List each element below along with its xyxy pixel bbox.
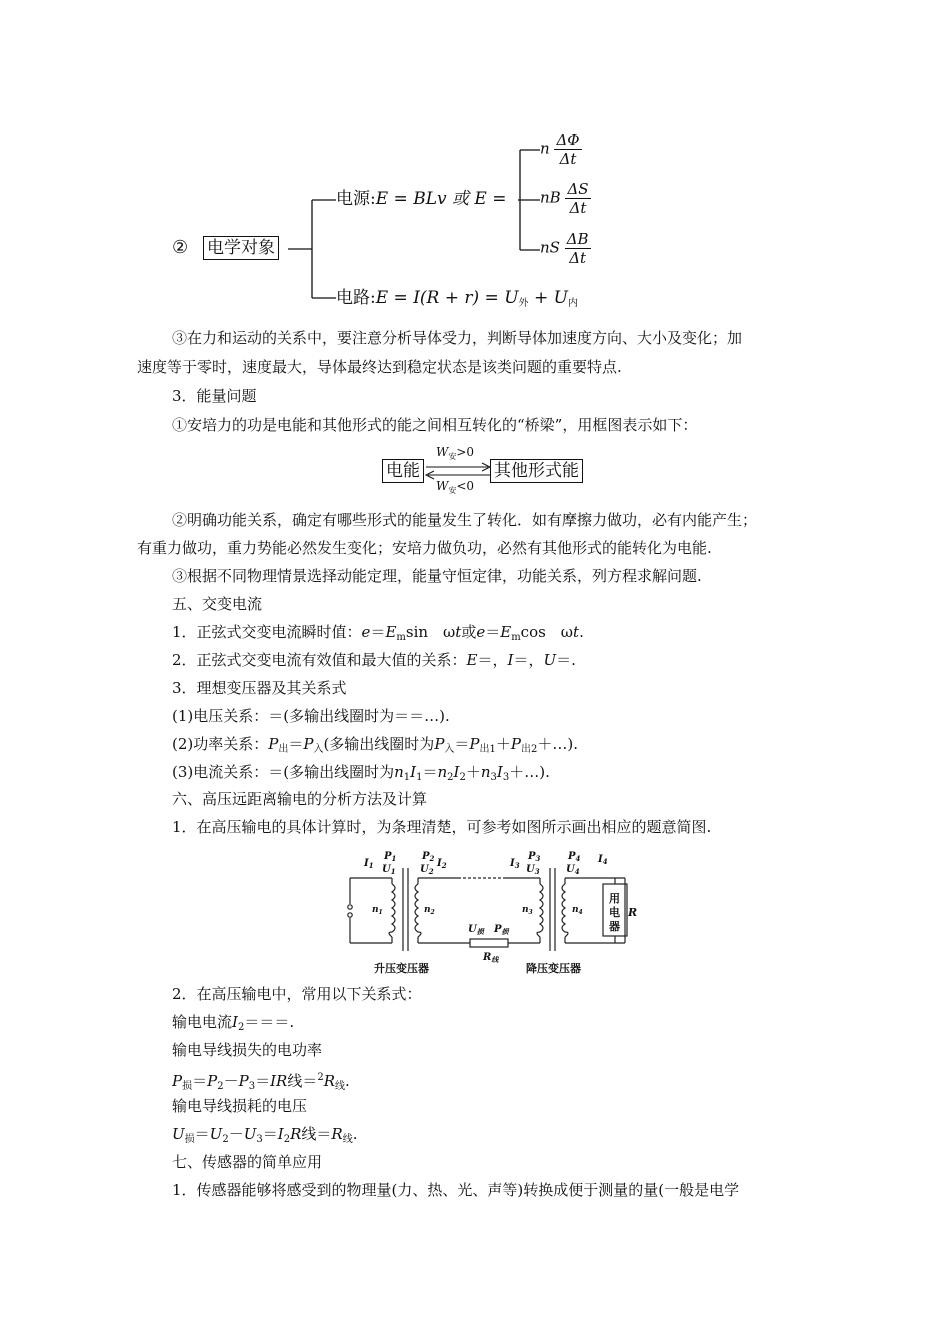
svg-text:P3: $P_3$ <box>528 851 541 863</box>
source-formula: E = BLv 或 E = <box>375 189 507 209</box>
svg-text:R线: $R_线$ <box>483 952 499 964</box>
sec6-title: 六、高压远距离输电的分析方法及计算 <box>172 790 428 808</box>
svg-text:I1: $I_1$ <box>364 858 374 870</box>
svg-text:n1: $n_1$ <box>372 905 383 916</box>
svg-text:U2: $U_2$ <box>420 864 434 876</box>
ac3-title: 3．理想变压器及其关系式 <box>172 679 347 697</box>
svg-text:n3: $n_3$ <box>522 905 533 916</box>
svg-text:P1: $P_1$ <box>384 851 397 863</box>
svg-text:n2: $n_2$ <box>424 905 435 916</box>
energy-para2-line1: ②明确功能关系，确定有哪些形式的能量发生了转化．如有摩擦力做功，必有内能产生； <box>172 511 758 529</box>
bridge-top-label: $W_安>0$ <box>436 445 475 461</box>
energy-para1: ①安培力的功是电能和其他形式的能之间相互转化的“桥梁”，用框图表示如下： <box>172 416 698 434</box>
energy-para3: ③根据不同物理情景选择动能定理，能量守恒定律，功能关系，列方程求解问题. <box>172 567 702 585</box>
svg-text:电: 电 <box>609 906 620 919</box>
svg-text:I3: $I_3$ <box>510 858 520 870</box>
bridge-arrows <box>424 461 494 481</box>
tree-root-box: 电学对象 <box>203 236 279 260</box>
sensor-para1: 1．传感器能够将感受到的物理量(力、热、光、声等)转换成便于测量的量(一般是电学 <box>172 1181 740 1199</box>
svg-text:升压变压器: 升压变压器 <box>374 962 429 975</box>
svg-text:U3: $U_3$ <box>526 864 540 876</box>
hv-para2: 2．在高压输电中，常用以下关系式： <box>172 985 422 1003</box>
svg-text:P4: $P_4$ <box>568 851 581 863</box>
svg-text:I4: $I_4$ <box>598 854 608 866</box>
svg-text:R: R <box>628 906 638 919</box>
para3-line2: 速度等于零时，速度最大，导体最终达到稳定状态是该类问题的重要特点. <box>137 358 622 376</box>
para3-line1: ③在力和运动的关系中，要注意分析导体受力，判断导体加速度方向、大小及变化；加 <box>172 329 743 347</box>
bridge-bottom-label: $W_安<0$ <box>436 479 475 495</box>
svg-text:器: 器 <box>609 920 620 933</box>
circuit-row: 电路:E = $I(R + r) = U_外 + U_内$ <box>336 288 578 309</box>
source-row <box>336 189 506 209</box>
ac3-power: (2)功率关系：$P_出=P_入$(多输出线圈时为$P_入=P_{出1}+P_{出2}+\dots$). <box>172 735 578 755</box>
hv-voltage-title: 输电导线损耗的电压 <box>172 1097 308 1115</box>
branch-1: n $\frac{\Delta\Phi}{\Delta t}$ <box>540 131 580 168</box>
svg-text:降压变压器: 降压变压器 <box>526 962 581 975</box>
bridge-right-box: 其他形式能 <box>490 459 583 483</box>
hv-current: 输电电流$I_2===$. <box>172 1013 295 1033</box>
hv-power-title: 输电导线损失的电功率 <box>172 1041 323 1059</box>
svg-text:I2: $I_2$ <box>437 858 447 870</box>
svg-text:U1: $U_1$ <box>382 864 396 876</box>
bridge-left-box: 电能 <box>382 459 424 483</box>
ac-line2: 2．正弦式交变电流有效值和最大值的关系：E＝，I＝，U＝. <box>172 651 576 669</box>
tree-lines <box>0 0 950 320</box>
transmission-diagram <box>340 848 640 978</box>
svg-text:用: 用 <box>609 892 620 905</box>
tree-marker: ② <box>172 237 189 258</box>
sec7-title: 七、传感器的简单应用 <box>172 1153 323 1171</box>
hv-para1: 1．在高压输电的具体计算时，为条理清楚，可参考如图所示画出相应的题意简图. <box>172 818 712 836</box>
svg-text:n4: $n_4$ <box>572 905 583 916</box>
hv-power-formula: $P_损=P_2-P_3=IR$线$=^2R_线$. <box>172 1072 350 1092</box>
svg-text:P2: $P_2$ <box>422 851 435 863</box>
branch-2: nB $\frac{\Delta S}{\Delta t}$ <box>540 180 589 217</box>
svg-text:U损: $U_损$ <box>468 924 484 936</box>
energy-para2-line2: 有重力做功，重力势能必然发生变化；安培力做负功，必然有其他形式的能转化为电能. <box>137 539 712 557</box>
hv-voltage-formula: $U_损=U_2-U_3=I_2R$线$=R_线$. <box>172 1125 358 1145</box>
ac-line1: 1．正弦式交变电流瞬时值：$e=E_m\sin$ ωt或$e=E_m\cos$ ωt. <box>172 623 584 643</box>
ac3-current: (3)电流关系：＝(多输出线圈时为$n_1I_1=n_2I_2+n_3I_3+\dots$). <box>172 763 550 783</box>
sec5-title: 五、交变电流 <box>172 595 263 613</box>
ac3-voltage: (1)电压关系：＝(多输出线圈时为＝＝…). <box>172 707 450 725</box>
sec3-title: 3．能量问题 <box>172 387 257 405</box>
svg-text:U4: $U_4$ <box>566 864 580 876</box>
branch-3: nS $\frac{\Delta B}{\Delta t}$ <box>540 230 589 267</box>
svg-text:P损: $P_损$ <box>494 924 509 936</box>
source-label: 电源: <box>336 189 376 209</box>
